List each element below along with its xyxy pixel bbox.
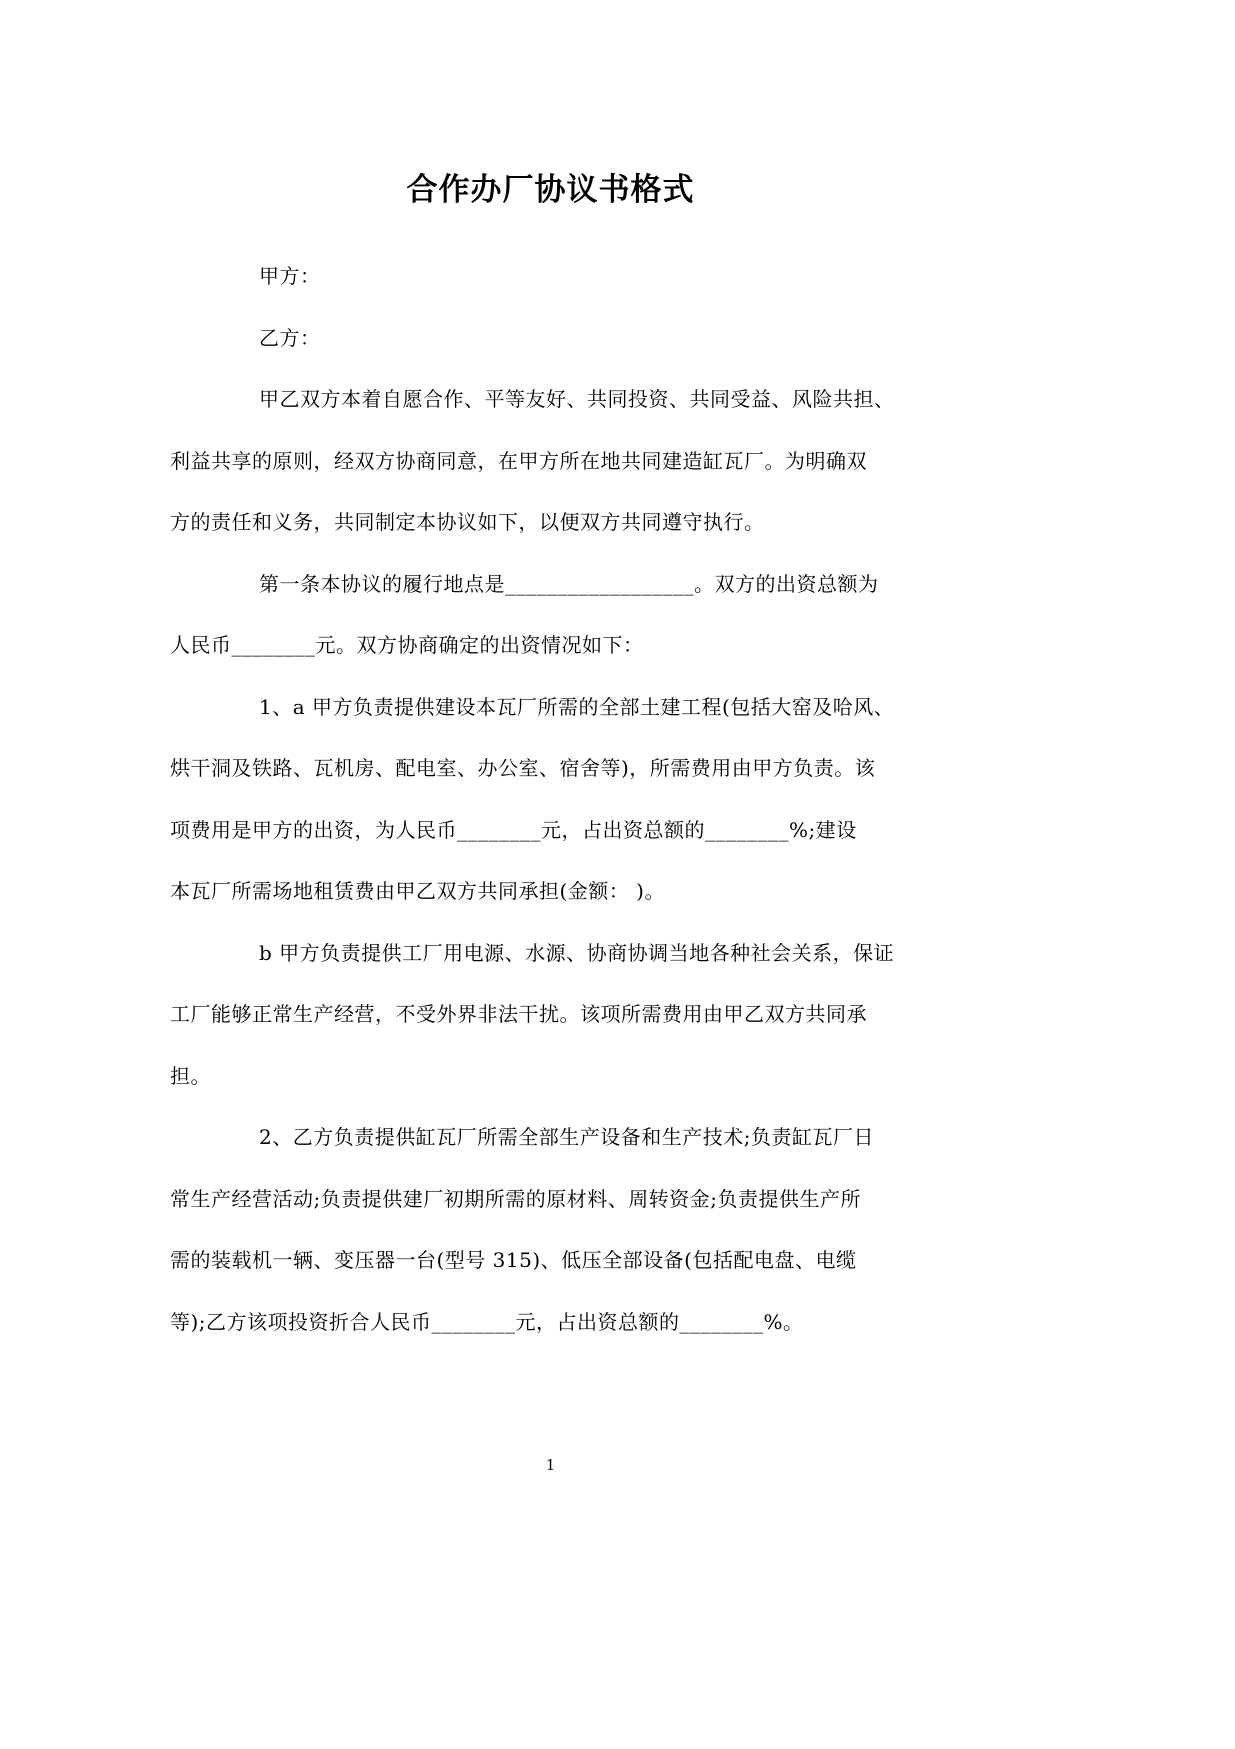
- paragraph-line: 利益共享的原则，经双方协商同意，在甲方所在地共同建造缸瓦厂。为明确双: [170, 449, 867, 473]
- paragraph-line: 2、乙方负责提供缸瓦厂所需全部生产设备和生产技术;负责缸瓦厂日: [259, 1125, 874, 1149]
- paragraph-line: 担。: [170, 1064, 211, 1088]
- paragraph-line: 常生产经营活动;负责提供建厂初期所需的原材料、周转资金;负责提供生产所: [170, 1187, 861, 1211]
- party-b-label: 乙方：: [259, 326, 321, 350]
- paragraph-line: b 甲方负责提供工厂用电源、水源、协商协调当地各种社会关系，保证: [259, 941, 895, 965]
- paragraph-line: 等);乙方该项投资折合人民币________元，占出资总额的________%。: [170, 1310, 804, 1334]
- paragraph-line: 人民币________元。双方协商确定的出资情况如下：: [170, 633, 644, 657]
- paragraph-line: 甲乙双方本着自愿合作、平等友好、共同投资、共同受益、风险共担、: [259, 387, 895, 411]
- paragraph-line: 第一条本协议的履行地点是__________________。双方的出资总额为: [259, 572, 879, 596]
- paragraph-line: 方的责任和义务，共同制定本协议如下，以便双方共同遵守执行。: [170, 510, 765, 534]
- page-number: 1: [545, 1456, 556, 1474]
- paragraph-line: 工厂能够正常生产经营，不受外界非法干扰。该项所需费用由甲乙双方共同承: [170, 1002, 867, 1026]
- party-a-label: 甲方：: [259, 264, 321, 288]
- paragraph-line: 1、a 甲方负责提供建设本瓦厂所需的全部土建工程(包括大窑及哈风、: [259, 695, 895, 719]
- paragraph-line: 需的装载机一辆、变压器一台(型号 315)、低压全部设备(包括配电盘、电缆: [170, 1248, 857, 1272]
- document-title: 合作办厂协议书格式: [406, 172, 695, 208]
- paragraph-line: 项费用是甲方的出资，为人民币________元，占出资总额的________%;建设: [170, 818, 857, 842]
- paragraph-line: 烘干洞及铁路、瓦机房、配电室、办公室、宿舍等)，所需费用由甲方负责。该: [170, 756, 876, 780]
- paragraph-line: 本瓦厂所需场地租赁费由甲乙双方共同承担(金额： )。: [170, 879, 665, 903]
